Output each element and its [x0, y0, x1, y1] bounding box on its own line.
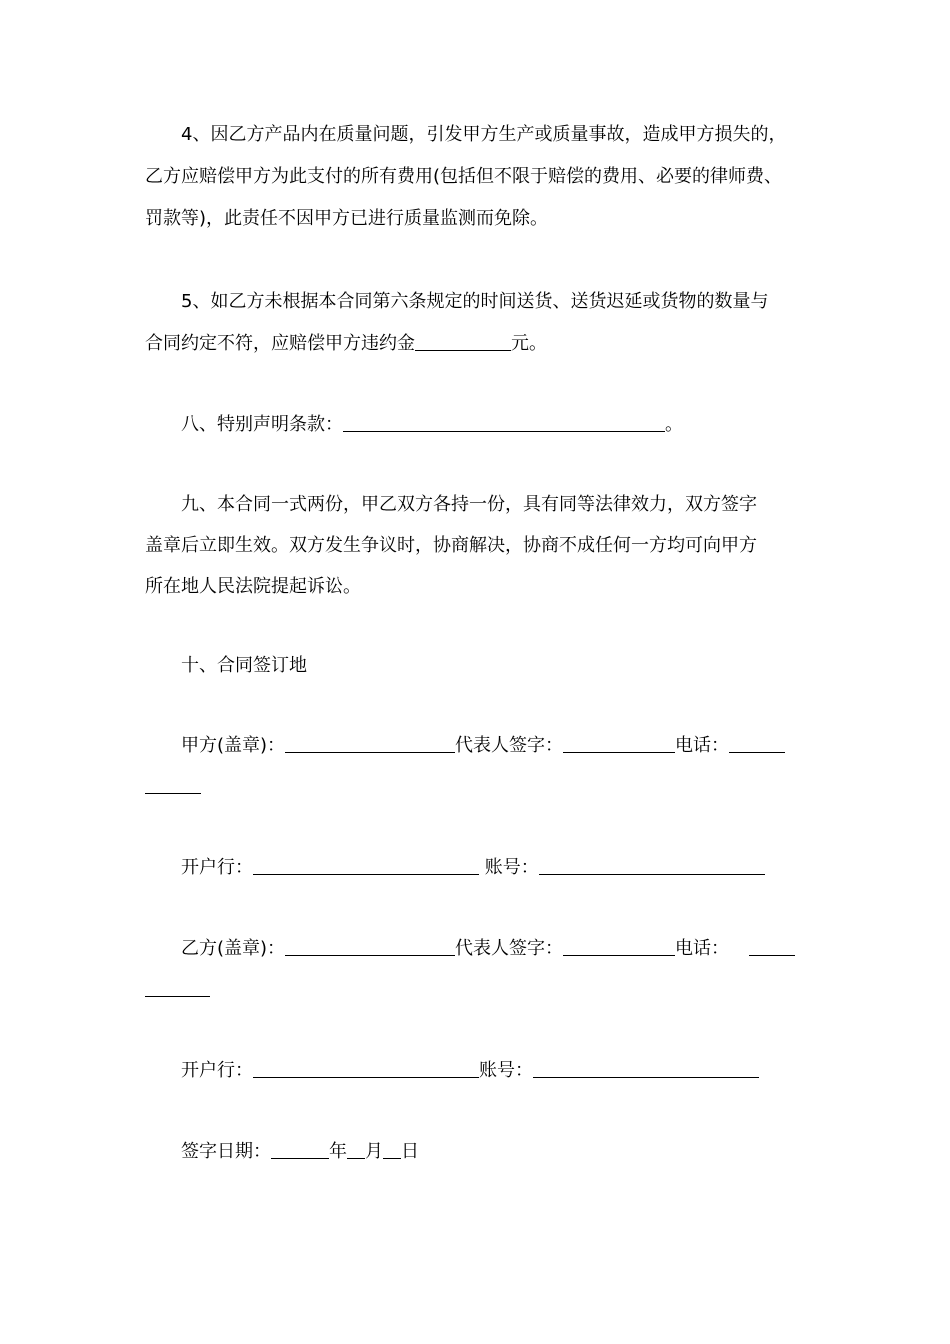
party-b-phone-blank[interactable]	[749, 933, 795, 956]
special-terms-blank[interactable]	[343, 409, 665, 432]
clause-5-line-1: 5、如乙方未根据本合同第六条规定的时间送货、送货迟延或货物的数量与	[181, 291, 769, 312]
party-a-bank-blank[interactable]	[253, 852, 479, 875]
clause-10-title: 十、合同签订地	[181, 655, 307, 676]
party-b-bank-blank[interactable]	[253, 1055, 479, 1078]
sign-year-blank[interactable]	[271, 1136, 329, 1159]
clause-9-line-2: 盖章后立即生效。双方发生争议时，协商解决，协商不成任何一方均可向甲方	[145, 535, 757, 556]
party-b-rep-label: 代表人签字：	[455, 938, 564, 959]
clause-8-suffix: 。	[665, 414, 683, 435]
party-b-phone-label: 电话：	[675, 938, 730, 959]
clause-8-label: 八、特别声明条款：	[181, 414, 343, 435]
party-b-seal-label: 乙方(盖章)：	[181, 938, 286, 959]
party-a-bank-label: 开户行：	[181, 857, 253, 878]
sign-year-label: 年	[329, 1141, 347, 1162]
sign-month-blank[interactable]	[347, 1136, 365, 1159]
party-a-account-label: 账号：	[479, 857, 539, 878]
party-a-bank-row	[181, 851, 765, 885]
sign-day-label: 日	[401, 1141, 419, 1162]
party-b-seal-blank[interactable]	[285, 933, 455, 956]
clause-4-line-1: 4、因乙方产品内在质量问题，引发甲方生产或质量事故，造成甲方损失的，	[181, 124, 787, 145]
party-b-phone-blank-continued[interactable]	[145, 996, 210, 997]
clause-4-line-2: 乙方应赔偿甲方为此支付的所有费用(包括但不限于赔偿的费用、必要的律师费、	[145, 166, 783, 187]
party-a-seal-blank[interactable]	[285, 730, 455, 753]
clause-5-line-2-suffix: 元。	[511, 333, 547, 354]
party-b-account-label: 账号：	[479, 1060, 533, 1081]
party-a-phone-blank-continued[interactable]	[145, 793, 201, 794]
party-b-account-blank[interactable]	[533, 1055, 759, 1078]
clause-9	[145, 488, 825, 604]
party-b-rep-blank[interactable]	[563, 933, 675, 956]
sign-date-row	[181, 1135, 419, 1169]
party-a-signature-row	[181, 729, 785, 763]
sign-month-label: 月	[365, 1141, 383, 1162]
clause-4	[145, 118, 825, 236]
party-a-phone-blank[interactable]	[729, 730, 785, 753]
party-b-bank-label: 开户行：	[181, 1060, 253, 1081]
party-a-rep-label: 代表人签字：	[455, 735, 564, 756]
sign-date-label: 签字日期：	[181, 1141, 271, 1162]
party-a-seal-label: 甲方(盖章)：	[181, 735, 286, 756]
clause-5-line-2	[145, 327, 825, 361]
clause-5-line-2-prefix: 合同约定不符，应赔偿甲方违约金	[145, 333, 415, 354]
clause-9-line-1: 九、本合同一式两份，甲乙双方各持一份，具有同等法律效力，双方签字	[181, 494, 757, 515]
party-a-rep-blank[interactable]	[563, 730, 675, 753]
sign-day-blank[interactable]	[383, 1136, 401, 1159]
clause-9-line-3: 所在地人民法院提起诉讼。	[145, 576, 361, 597]
party-a-account-blank[interactable]	[539, 852, 765, 875]
clause-4-line-3: 罚款等)，此责任不因甲方已进行质量监测而免除。	[145, 208, 549, 229]
party-b-signature-row	[181, 932, 795, 966]
clause-5	[145, 285, 825, 361]
party-a-phone-label: 电话：	[675, 735, 730, 756]
clause-8	[181, 408, 683, 442]
penalty-amount-blank[interactable]	[415, 328, 511, 351]
party-b-bank-row	[181, 1054, 759, 1088]
